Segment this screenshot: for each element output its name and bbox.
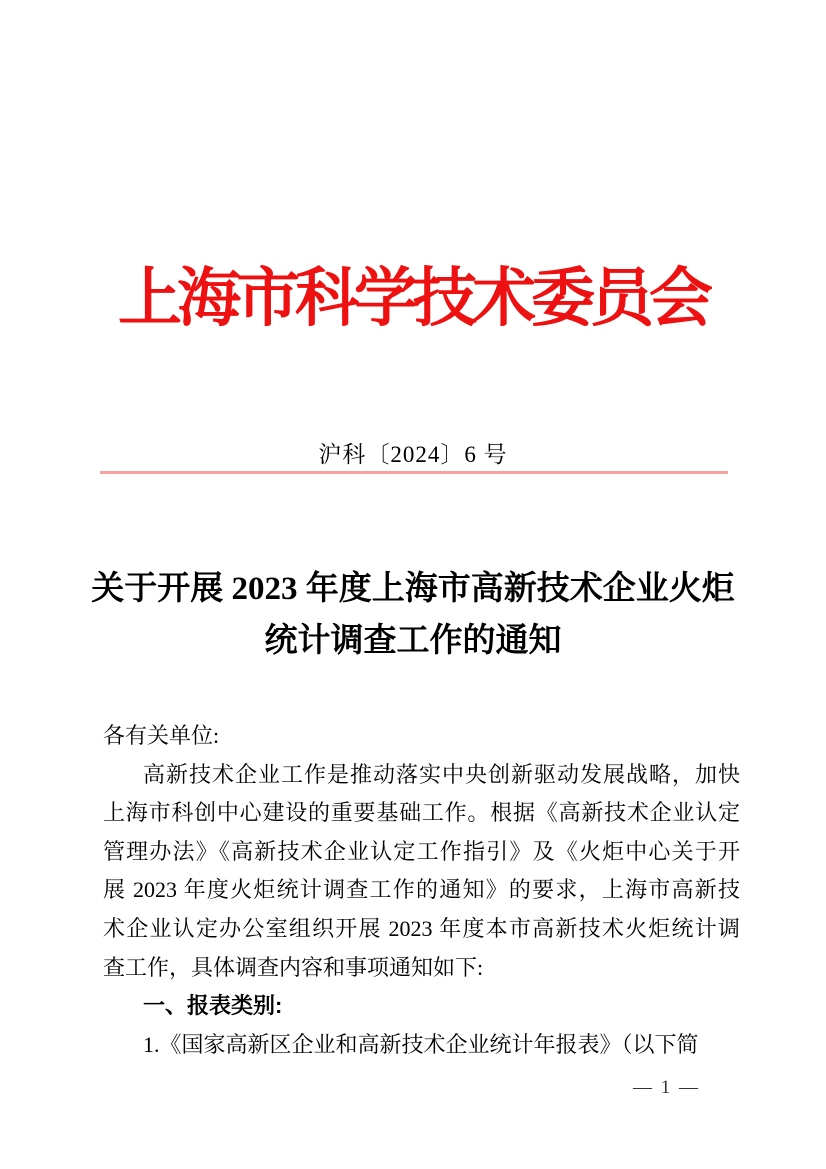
section-heading: 一、报表类别: [143, 993, 283, 1019]
body-line: 1.《国家高新区企业和高新技术企业统计年报表》（以下简 [143, 1031, 699, 1057]
body-line: 管理办法》《高新技术企业认定工作指引》及《火炬中心关于开 [103, 838, 740, 864]
notice-title [63, 563, 763, 667]
document-number: 沪科〔2024〕6 号 [318, 442, 508, 467]
salutation: 各有关单位: [103, 723, 220, 748]
body-line: 查工作，具体调查内容和事项通知如下: [103, 954, 484, 980]
notice-title-line1: 关于开展 2023 年度上海市高新技术企业火炬 [91, 571, 735, 607]
notice-body [103, 717, 740, 1064]
body-line: 术企业认定办公室组织开展 2023 年度本市高新技术火炬统计调 [103, 915, 740, 941]
page-number: — 1 — [633, 1077, 700, 1098]
agency-masthead: 上海市科学技术委员会 [118, 263, 708, 334]
notice-title-line2: 统计调查工作的通知 [264, 623, 562, 659]
body-line: 展 2023 年度火炬统计调查工作的通知》的要求，上海市高新技 [103, 877, 740, 903]
body-line: 高新技术企业工作是推动落实中央创新驱动发展战略，加快 [143, 761, 740, 787]
body-line: 上海市科创中心建设的重要基础工作。根据《高新技术企业认定 [103, 800, 740, 826]
red-divider-rule [100, 471, 728, 474]
